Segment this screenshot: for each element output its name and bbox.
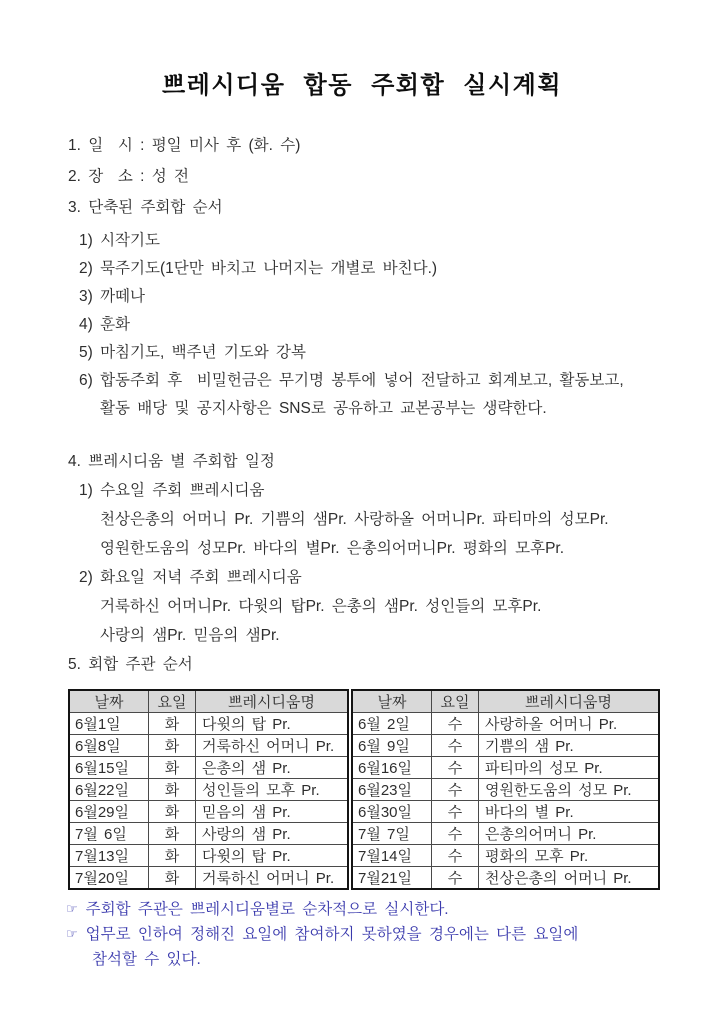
- table-row: [69, 779, 348, 801]
- order-step: 1) 시작기도: [79, 232, 160, 249]
- table-cell: 화: [149, 779, 196, 801]
- table-cell: 바다의 별 Pr.: [479, 801, 660, 823]
- footnote-1-text: 주회합 주관은 쁘레시디움별로 순차적으로 실시한다.: [85, 901, 449, 918]
- table-row: [352, 823, 659, 845]
- table-cell: 6월8일: [69, 735, 149, 757]
- table-cell: 수: [432, 845, 479, 867]
- tuesday-presidium-list: 사랑의 샘Pr. 믿음의 샘Pr.: [100, 627, 280, 644]
- table-cell: 화: [149, 845, 196, 867]
- table-cell: 수: [432, 867, 479, 890]
- order-heading: 3. 단축된 주회합 순서: [68, 199, 223, 216]
- column-header-presidium: 쁘레시디움명: [479, 690, 660, 713]
- table-row: [352, 757, 659, 779]
- table-body-left: [69, 713, 348, 890]
- footnotes: [0, 897, 724, 972]
- table-cell: 6월15일: [69, 757, 149, 779]
- table-row: [352, 845, 659, 867]
- table-cell: 수: [432, 757, 479, 779]
- order-step: 3) 까떼나: [79, 288, 146, 305]
- order-step: 4) 훈화: [79, 316, 131, 333]
- table-cell: 7월20일: [69, 867, 149, 890]
- table-cell: 6월1일: [69, 713, 149, 735]
- footnote-2-continuation: 참석할 수 있다.: [92, 951, 201, 968]
- table-cell: 6월 2일: [352, 713, 432, 735]
- wednesday-presidium-list: 천상은총의 어머니 Pr. 기쁨의 샘Pr. 사랑하올 어머니Pr. 파티마의 성모Pr.: [100, 511, 609, 528]
- table-cell: 수: [432, 801, 479, 823]
- table-cell: 은총의어머니 Pr.: [479, 823, 660, 845]
- table-cell: 은총의 샘 Pr.: [196, 757, 349, 779]
- table-header: [69, 690, 348, 713]
- column-header-weekday: 요일: [432, 690, 479, 713]
- order-step: 5) 마침기도, 백주년 기도와 강복: [79, 344, 306, 361]
- pointing-hand-icon: ☞: [66, 901, 78, 916]
- table-row: [69, 801, 348, 823]
- schedule-table-right: [351, 689, 660, 890]
- schedule-table-left: [68, 689, 349, 890]
- page-title: 쁘레시디움 합동 주회합 실시계획: [161, 72, 563, 99]
- table-row: [69, 735, 348, 757]
- table-cell: 6월30일: [352, 801, 432, 823]
- table-cell: 6월29일: [69, 801, 149, 823]
- column-header-presidium: 쁘레시디움명: [196, 690, 349, 713]
- table-cell: 수: [432, 823, 479, 845]
- table-row: [69, 757, 348, 779]
- table-row: [69, 823, 348, 845]
- table-cell: 화: [149, 801, 196, 823]
- footnote-2-text: 업무로 인하여 정해진 요일에 참여하지 못하였을 경우에는 다른 요일에: [85, 926, 579, 943]
- schedule-heading: 4. 쁘레시디움 별 주회합 일정: [68, 453, 275, 470]
- table-cell: 6월 9일: [352, 735, 432, 757]
- column-header-date: 날짜: [352, 690, 432, 713]
- table-row: [69, 867, 348, 890]
- order-step-continuation: 활동 배당 및 공지사항은 SNS로 공유하고 교본공부는 생략한다.: [100, 400, 547, 417]
- table-cell: 기쁨의 샘 Pr.: [479, 735, 660, 757]
- table-header: [352, 690, 659, 713]
- table-cell: 거룩하신 어머니 Pr.: [196, 735, 349, 757]
- table-cell: 믿음의 샘 Pr.: [196, 801, 349, 823]
- table-cell: 화: [149, 713, 196, 735]
- table-cell: 수: [432, 713, 479, 735]
- table-cell: 7월21일: [352, 867, 432, 890]
- table-cell: 7월13일: [69, 845, 149, 867]
- table-cell: 천상은총의 어머니 Pr.: [479, 867, 660, 890]
- footnote-2: [0, 922, 724, 947]
- table-cell: 화: [149, 867, 196, 890]
- footnote-1: [0, 897, 724, 922]
- table-cell: 거룩하신 어머니 Pr.: [196, 867, 349, 890]
- table-cell: 영원한도움의 성모 Pr.: [479, 779, 660, 801]
- table-row: [352, 735, 659, 757]
- table-cell: 수: [432, 735, 479, 757]
- table-cell: 7월 6일: [69, 823, 149, 845]
- table-cell: 화: [149, 735, 196, 757]
- tuesday-presidium-list: 거룩하신 어머니Pr. 다윗의 탑Pr. 은총의 샘Pr. 성인들의 모후Pr.: [100, 598, 542, 615]
- place-line: 2. 장 소 : 성 전: [68, 168, 189, 185]
- table-row: [352, 713, 659, 735]
- wednesday-heading: 1) 수요일 주회 쁘레시디움: [79, 482, 265, 499]
- section-basic-info: [0, 130, 724, 223]
- table-cell: 화: [149, 757, 196, 779]
- table-row: [352, 867, 659, 890]
- table-heading: 5. 회합 주관 순서: [68, 656, 193, 673]
- section-order-steps: [0, 227, 724, 423]
- wednesday-presidium-list: 영원한도움의 성모Pr. 바다의 별Pr. 은총의어머니Pr. 평화의 모후Pr.: [100, 540, 565, 557]
- table-cell: 사랑하올 어머니 Pr.: [479, 713, 660, 735]
- column-header-date: 날짜: [69, 690, 149, 713]
- table-row: [352, 779, 659, 801]
- table-row: [69, 713, 348, 735]
- datetime-line: 1. 일 시 : 평일 미사 후 (화. 수): [68, 137, 301, 154]
- table-cell: 화: [149, 823, 196, 845]
- table-cell: 수: [432, 779, 479, 801]
- table-body-right: [352, 713, 659, 890]
- table-row: [69, 845, 348, 867]
- table-cell: 7월14일: [352, 845, 432, 867]
- order-step: 2) 묵주기도(1단만 바치고 나머지는 개별로 바친다.): [79, 260, 438, 277]
- table-row: [352, 801, 659, 823]
- table-cell: 다윗의 탑 Pr.: [196, 845, 349, 867]
- column-header-weekday: 요일: [149, 690, 196, 713]
- table-cell: 6월16일: [352, 757, 432, 779]
- table-cell: 다윗의 탑 Pr.: [196, 713, 349, 735]
- section-schedule: [0, 447, 724, 679]
- table-cell: 6월23일: [352, 779, 432, 801]
- table-cell: 성인들의 모후 Pr.: [196, 779, 349, 801]
- tuesday-heading: 2) 화요일 저녁 주회 쁘레시디움: [79, 569, 302, 586]
- pointing-hand-icon: ☞: [66, 926, 78, 941]
- table-cell: 사랑의 샘 Pr.: [196, 823, 349, 845]
- table-cell: 평화의 모후 Pr.: [479, 845, 660, 867]
- table-cell: 7월 7일: [352, 823, 432, 845]
- meeting-schedule-table: [68, 689, 724, 890]
- order-step: 6) 합동주회 후 비밀헌금은 무기명 봉투에 넣어 전달하고 회계보고, 활동보고,: [79, 372, 624, 389]
- table-cell: 6월22일: [69, 779, 149, 801]
- table-cell: 파티마의 성모 Pr.: [479, 757, 660, 779]
